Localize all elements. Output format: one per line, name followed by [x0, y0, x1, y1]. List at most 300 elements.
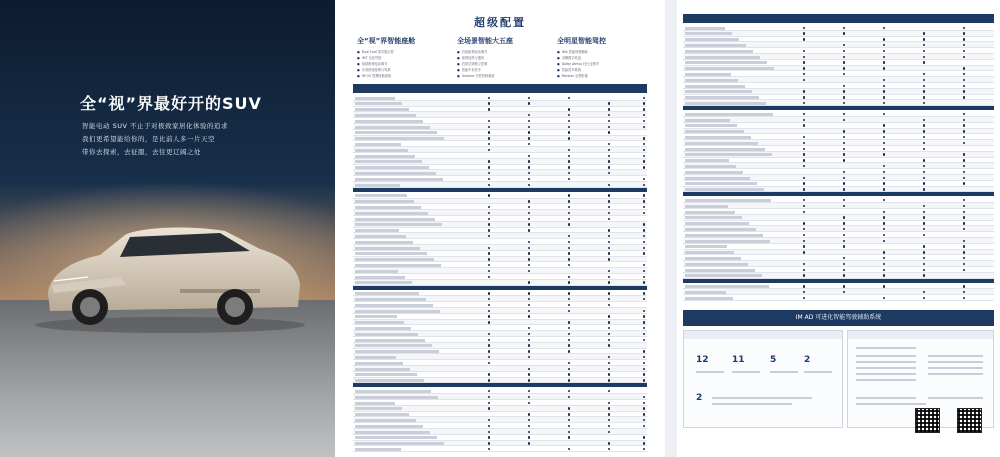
- feature-dot: [883, 56, 885, 58]
- table-row: [353, 446, 647, 452]
- feature-dot: [803, 211, 805, 213]
- feature-dot: [568, 407, 570, 409]
- feature-dot: [608, 339, 610, 341]
- row-label: [355, 172, 436, 175]
- feature-dot: [488, 223, 490, 225]
- feature-item: ● Monitor 全景影像: [557, 73, 653, 79]
- feature-dot: [803, 159, 805, 161]
- feature-dot: [843, 148, 845, 150]
- row-label: [685, 90, 752, 93]
- row-label: [355, 362, 403, 365]
- feature-dot: [568, 379, 570, 381]
- feature-dot: [488, 247, 490, 249]
- feature-dot: [843, 61, 845, 63]
- feature-dot: [963, 291, 965, 293]
- feature-dot: [643, 310, 645, 312]
- feature-dot: [883, 211, 885, 213]
- adas-banner: IM AD 可进化智能驾驶辅助系统: [683, 310, 994, 326]
- feature-dot: [803, 73, 805, 75]
- feature-dot: [963, 56, 965, 58]
- feature-item: ● Dolby Atmos 杜比全景声: [557, 61, 653, 67]
- feature-dot: [608, 419, 610, 421]
- feature-item: ● IMA 智能驾驶辅助: [557, 49, 653, 55]
- feature-dot: [883, 216, 885, 218]
- feature-dot: [643, 350, 645, 352]
- row-label: [355, 194, 407, 197]
- feature-dot: [528, 350, 530, 352]
- row-label: [685, 148, 765, 151]
- feature-dot: [963, 27, 965, 29]
- feature-dot: [528, 218, 530, 220]
- feature-dot: [488, 276, 490, 278]
- feature-dot: [568, 252, 570, 254]
- feature-dot: [963, 222, 965, 224]
- feature-dot: [923, 61, 925, 63]
- feature-dot: [643, 281, 645, 283]
- feature-dot: [843, 27, 845, 29]
- feature-dot: [488, 344, 490, 346]
- feature-dot: [643, 229, 645, 231]
- feature-dot: [963, 177, 965, 179]
- feature-dot: [803, 142, 805, 144]
- feature-dot: [568, 97, 570, 99]
- row-label: [355, 425, 423, 428]
- feature-dot: [843, 188, 845, 190]
- row-label: [685, 297, 733, 300]
- feature-dot: [963, 159, 965, 161]
- feature-dot: [883, 90, 885, 92]
- page-fold: [665, 0, 677, 457]
- row-label: [355, 137, 444, 140]
- feature-dot: [963, 38, 965, 40]
- feature-dot: [608, 166, 610, 168]
- qr-code-icon: [915, 408, 940, 433]
- feature-dot: [883, 61, 885, 63]
- feature-dot: [843, 102, 845, 104]
- feature-dot: [643, 368, 645, 370]
- row-label: [685, 102, 766, 105]
- feature-dot: [643, 102, 645, 104]
- table-row: [683, 295, 994, 301]
- feature-dot: [803, 136, 805, 138]
- feature-dot: [568, 235, 570, 237]
- row-label: [685, 171, 743, 174]
- feature-dot: [528, 344, 530, 346]
- feature-dot: [923, 124, 925, 126]
- feature-dot: [643, 425, 645, 427]
- feature-dot: [803, 27, 805, 29]
- spec-sheet-right-page: [677, 0, 1000, 457]
- feature-dot: [568, 126, 570, 128]
- feature-dot: [803, 113, 805, 115]
- row-label: [685, 291, 726, 294]
- row-label: [355, 155, 415, 158]
- row-label: [355, 120, 423, 123]
- adas-stats-box: [683, 330, 843, 428]
- feature-dot: [528, 143, 530, 145]
- feature-dot: [643, 155, 645, 157]
- feature-dot: [643, 241, 645, 243]
- feature-dot: [528, 264, 530, 266]
- feature-dot: [803, 67, 805, 69]
- feature-dot: [608, 448, 610, 450]
- feature-dot: [643, 327, 645, 329]
- feature-dot: [963, 67, 965, 69]
- feature-dot: [643, 143, 645, 145]
- feature-dot: [528, 229, 530, 231]
- feature-dot: [843, 171, 845, 173]
- feature-dot: [488, 194, 490, 196]
- text-line: [856, 379, 916, 381]
- feature-dot: [643, 212, 645, 214]
- feature-dot: [608, 194, 610, 196]
- feature-dot: [843, 153, 845, 155]
- feature-dot: [923, 205, 925, 207]
- feature-dot: [803, 228, 805, 230]
- row-label: [355, 431, 430, 434]
- feature-dot: [608, 276, 610, 278]
- row-label: [685, 222, 749, 225]
- feature-dot: [568, 120, 570, 122]
- feature-dot: [488, 270, 490, 272]
- feature-dot: [803, 269, 805, 271]
- feature-dot: [963, 73, 965, 75]
- feature-dot: [643, 292, 645, 294]
- feature-dot: [923, 211, 925, 213]
- feature-dot: [568, 344, 570, 346]
- feature-dot: [568, 241, 570, 243]
- feature-heading: 全“视”界智能座舱: [357, 37, 416, 45]
- feature-dot: [568, 155, 570, 157]
- feature-dot: [923, 85, 925, 87]
- feature-dot: [608, 402, 610, 404]
- feature-dot: [803, 251, 805, 253]
- feature-dot: [883, 182, 885, 184]
- feature-dot: [643, 356, 645, 358]
- row-label: [355, 178, 443, 181]
- row-label: [685, 130, 744, 133]
- row-label: [355, 206, 421, 209]
- feature-dot: [883, 234, 885, 236]
- feature-dot: [608, 212, 610, 214]
- row-label: [355, 368, 410, 371]
- hero-body-line: 我们更希望能给你的，是比前人多一片天空: [82, 135, 215, 143]
- feature-dot: [843, 142, 845, 144]
- row-label: [355, 247, 420, 250]
- feature-dot: [568, 160, 570, 162]
- feature-dot: [488, 315, 490, 317]
- feature-item: ● IM OS 智慧座舱系统: [357, 73, 453, 79]
- feature-dot: [843, 228, 845, 230]
- row-label: [355, 344, 432, 347]
- feature-dot: [608, 333, 610, 335]
- row-label: [355, 413, 409, 416]
- feature-dot: [883, 102, 885, 104]
- feature-dot: [803, 182, 805, 184]
- feature-dot: [568, 166, 570, 168]
- feature-dot: [488, 137, 490, 139]
- feature-dot: [643, 160, 645, 162]
- feature-dot: [883, 44, 885, 46]
- feature-dot: [803, 205, 805, 207]
- feature-dot: [488, 310, 490, 312]
- feature-dot: [883, 79, 885, 81]
- hero-headline: 全“视”界最好开的SUV: [80, 94, 262, 113]
- feature-dot: [803, 56, 805, 58]
- feature-dot: [488, 304, 490, 306]
- row-label: [685, 27, 725, 30]
- feature-dot: [568, 114, 570, 116]
- qr-code-icon: [957, 408, 982, 433]
- feature-dot: [883, 27, 885, 29]
- feature-dot: [923, 216, 925, 218]
- feature-dot: [843, 90, 845, 92]
- feature-dot: [568, 212, 570, 214]
- adas-stat-value: 2: [696, 393, 703, 403]
- feature-dot: [488, 442, 490, 444]
- feature-dot: [803, 153, 805, 155]
- feature-dot: [608, 413, 610, 415]
- feature-dot: [963, 44, 965, 46]
- feature-dot: [963, 171, 965, 173]
- feature-dot: [528, 298, 530, 300]
- feature-dot: [923, 148, 925, 150]
- feature-dot: [923, 90, 925, 92]
- feature-dot: [528, 292, 530, 294]
- table-header-bar: [683, 14, 994, 23]
- row-label: [355, 241, 413, 244]
- feature-dot: [923, 188, 925, 190]
- feature-dot: [923, 297, 925, 299]
- feature-dot: [488, 108, 490, 110]
- feature-dot: [528, 97, 530, 99]
- suv-car-image: [30, 215, 310, 335]
- row-label: [355, 258, 434, 261]
- row-label: [355, 327, 411, 330]
- feature-dot: [608, 431, 610, 433]
- feature-dot: [843, 130, 845, 132]
- feature-dot: [528, 223, 530, 225]
- feature-dot: [803, 102, 805, 104]
- feature-dot: [488, 229, 490, 231]
- adas-subheading-bar: [848, 331, 993, 339]
- row-label: [355, 350, 439, 353]
- feature-dot: [528, 270, 530, 272]
- feature-dot: [488, 120, 490, 122]
- feature-dot: [963, 90, 965, 92]
- row-label: [355, 235, 406, 238]
- row-label: [685, 240, 770, 243]
- feature-item: ● IMT 全息穹顶: [357, 55, 453, 61]
- feature-dot: [883, 285, 885, 287]
- row-label: [355, 229, 399, 232]
- row-label: [355, 252, 427, 255]
- feature-dot: [883, 136, 885, 138]
- feature-dot: [643, 264, 645, 266]
- feature-dot: [643, 252, 645, 254]
- feature-dot: [528, 114, 530, 116]
- feature-dot: [608, 235, 610, 237]
- feature-dot: [528, 212, 530, 214]
- page-title: 超级配置: [474, 16, 526, 29]
- feature-dot: [643, 194, 645, 196]
- feature-dot: [643, 223, 645, 225]
- text-line: [712, 403, 792, 405]
- feature-dot: [568, 390, 570, 392]
- feature-dot: [923, 257, 925, 259]
- feature-dot: [568, 350, 570, 352]
- feature-dot: [488, 131, 490, 133]
- row-label: [355, 281, 412, 284]
- feature-dot: [803, 234, 805, 236]
- row-label: [355, 315, 397, 318]
- row-label: [355, 264, 441, 267]
- feature-dot: [528, 241, 530, 243]
- feature-dot: [883, 38, 885, 40]
- feature-dot: [843, 182, 845, 184]
- text-line: [696, 371, 724, 373]
- row-label: [685, 79, 738, 82]
- feature-dot: [923, 79, 925, 81]
- feature-dot: [643, 247, 645, 249]
- feature-dot: [568, 436, 570, 438]
- feature-dot: [568, 137, 570, 139]
- row-label: [355, 321, 404, 324]
- feature-dot: [843, 67, 845, 69]
- feature-dot: [803, 148, 805, 150]
- feature-dot: [568, 448, 570, 450]
- feature-dot: [528, 413, 530, 415]
- feature-dot: [843, 44, 845, 46]
- row-label: [685, 199, 771, 202]
- feature-dot: [488, 149, 490, 151]
- feature-dot: [608, 373, 610, 375]
- feature-dot: [528, 172, 530, 174]
- row-label: [685, 136, 751, 139]
- feature-dot: [488, 321, 490, 323]
- feature-dot: [528, 396, 530, 398]
- feature-dot: [488, 160, 490, 162]
- feature-dot: [843, 240, 845, 242]
- feature-dot: [963, 216, 965, 218]
- feature-dot: [643, 379, 645, 381]
- row-label: [355, 126, 430, 129]
- feature-dot: [923, 171, 925, 173]
- feature-dot: [923, 234, 925, 236]
- feature-dot: [643, 333, 645, 335]
- feature-dot: [528, 137, 530, 139]
- row-label: [355, 102, 402, 105]
- table-section-bar: [353, 286, 647, 290]
- feature-dot: [963, 251, 965, 253]
- feature-dot: [883, 188, 885, 190]
- row-label: [685, 113, 773, 116]
- feature-dot: [923, 245, 925, 247]
- feature-dot: [528, 379, 530, 381]
- feature-dot: [803, 61, 805, 63]
- feature-dot: [488, 436, 490, 438]
- table-section-bar: [683, 279, 994, 283]
- feature-dot: [843, 285, 845, 287]
- feature-dot: [568, 368, 570, 370]
- feature-dot: [883, 199, 885, 201]
- feature-dot: [883, 130, 885, 132]
- feature-dot: [843, 274, 845, 276]
- adas-stat-value: 11: [732, 355, 745, 365]
- feature-dot: [923, 142, 925, 144]
- feature-dot: [608, 321, 610, 323]
- feature-dot: [883, 96, 885, 98]
- feature-dot: [608, 131, 610, 133]
- row-label: [355, 276, 405, 279]
- feature-dot: [643, 339, 645, 341]
- row-label: [355, 356, 396, 359]
- feature-dot: [528, 425, 530, 427]
- feature-dot: [488, 178, 490, 180]
- feature-dot: [568, 298, 570, 300]
- feature-dot: [923, 73, 925, 75]
- feature-dot: [488, 102, 490, 104]
- feature-dot: [528, 304, 530, 306]
- feature-dot: [608, 315, 610, 317]
- feature-dot: [803, 90, 805, 92]
- feature-dot: [568, 327, 570, 329]
- feature-dot: [963, 32, 965, 34]
- feature-dot: [568, 292, 570, 294]
- row-label: [355, 333, 418, 336]
- feature-dot: [608, 252, 610, 254]
- feature-dot: [488, 298, 490, 300]
- row-label: [685, 85, 745, 88]
- row-label: [685, 263, 748, 266]
- feature-dot: [528, 166, 530, 168]
- feature-dot: [488, 350, 490, 352]
- feature-dot: [608, 344, 610, 346]
- feature-dot: [803, 274, 805, 276]
- feature-dot: [803, 240, 805, 242]
- feature-dot: [643, 120, 645, 122]
- feature-dot: [923, 177, 925, 179]
- row-label: [685, 177, 750, 180]
- row-label: [685, 73, 731, 76]
- row-label: [685, 61, 767, 64]
- feature-dot: [608, 425, 610, 427]
- feature-dot: [528, 258, 530, 260]
- feature-dot: [568, 339, 570, 341]
- feature-dot: [488, 212, 490, 214]
- row-label: [355, 379, 424, 382]
- row-label: [355, 200, 414, 203]
- feature-dot: [803, 297, 805, 299]
- row-label: [355, 292, 419, 295]
- feature-dot: [923, 165, 925, 167]
- feature-dot: [488, 143, 490, 145]
- feature-dot: [643, 407, 645, 409]
- feature-dot: [963, 257, 965, 259]
- table-section-bar: [683, 106, 994, 110]
- feature-heading: 全场景智能大五座: [457, 37, 513, 45]
- row-label: [685, 165, 736, 168]
- text-line: [856, 403, 926, 405]
- feature-dot: [488, 373, 490, 375]
- feature-dot: [883, 274, 885, 276]
- text-line: [928, 373, 983, 375]
- feature-dot: [843, 136, 845, 138]
- feature-dot: [643, 321, 645, 323]
- feature-dot: [803, 285, 805, 287]
- feature-dot: [883, 165, 885, 167]
- row-label: [355, 108, 409, 111]
